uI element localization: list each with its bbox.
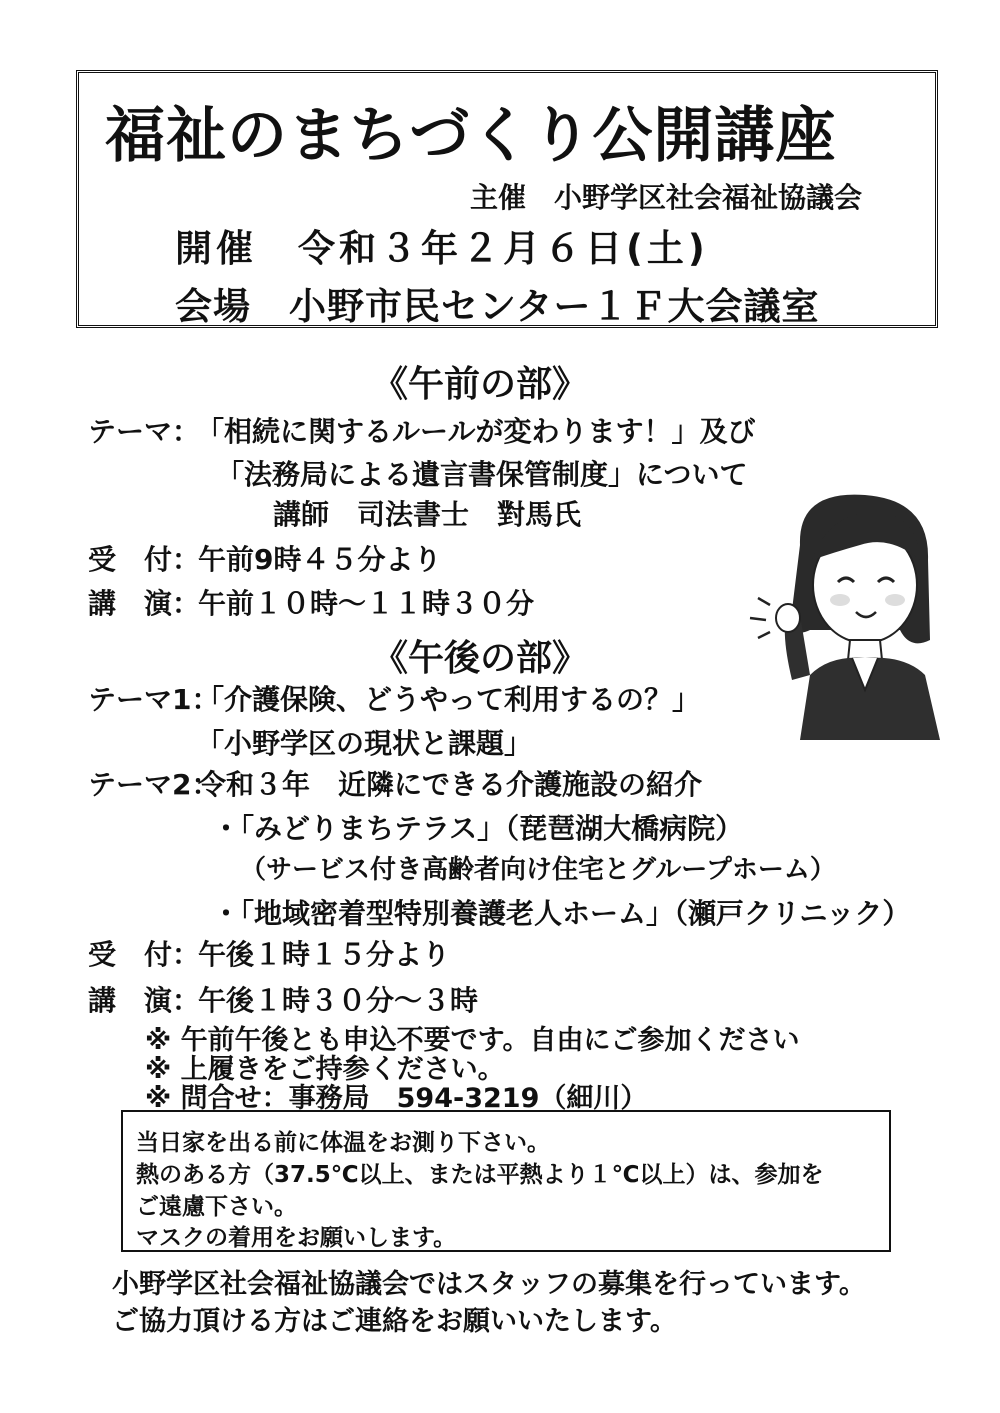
facility-1: ・「みどりまちテラス」（琵琶湖大橋病院） (212, 812, 744, 845)
afternoon-lecture: 午後１時３０分～３時 (198, 984, 479, 1017)
notice-line-1: 当日家を出る前に体温をお測り下さい。 (136, 1130, 550, 1156)
organizer: 主催 小野学区社会福祉協議会 (470, 181, 863, 214)
notice-line-4: マスクの着用をお願いします。 (136, 1225, 457, 1251)
event-venue: 会場 小野市民センター１Ｆ大会議室 (175, 285, 820, 328)
afternoon-reception: 午後１時１５分より (198, 938, 451, 971)
afternoon-theme2-label: テーマ2： (88, 768, 220, 801)
afternoon-theme2-line1: 令和３年 近隣にできる介護施設の紹介 (198, 768, 703, 801)
note-3: ※ 問合せ：事務局 594-3219（細川） (145, 1083, 648, 1114)
afternoon-lecture-label: 講 演： (88, 984, 201, 1017)
note-1: ※ 午前午後とも申込不要です。自由にご参加ください (145, 1025, 800, 1056)
afternoon-heading: 《午後の部》 (372, 638, 589, 679)
footer-line-1: 小野学区社会福祉協議会ではスタッフの募集を行っています。 (112, 1269, 866, 1300)
event-date: 開催 令和３年２月６日(土) (175, 227, 709, 270)
afternoon-theme1-line2: 「小野学区の現状と課題」 (196, 727, 533, 760)
morning-theme-line1: 「相続に関するルールが変わります！」及び (196, 415, 756, 448)
afternoon-theme1-label: テーマ1： (88, 683, 220, 716)
morning-heading: 《午前の部》 (372, 364, 589, 405)
morning-reception: 午前9時４５分より (198, 543, 442, 576)
notice-line-2: 熱のある方（37.5℃以上、または平熱より１℃以上）は、参加を (136, 1162, 824, 1188)
morning-lecture: 午前１０時～１１時３０分 (198, 587, 535, 620)
morning-theme-line2: 「法務局による遺言書保管制度」について (216, 458, 748, 491)
notice-line-3: ご遠慮下さい。 (136, 1194, 297, 1220)
facility-1-sub: （サービス付き高齢者向け住宅とグループホーム） (240, 855, 836, 885)
morning-lecture-label: 講 演： (88, 587, 201, 620)
morning-lecturer: 講師 司法書士 對馬氏 (273, 498, 582, 531)
morning-theme-label: テーマ： (88, 415, 201, 448)
footer-line-2: ご協力頂ける方はご連絡をお願いいたします。 (112, 1306, 677, 1337)
woman-illustration (740, 490, 950, 740)
facility-2: ・「地域密着型特別養護老人ホーム」（瀬戸クリニック） (212, 897, 911, 930)
afternoon-reception-label: 受 付： (88, 938, 201, 971)
page-title: 福祉のまちづくり公開講座 (105, 101, 837, 171)
afternoon-theme1-line1: 「介護保険、どうやって利用するの？」 (196, 683, 701, 716)
morning-reception-label: 受 付： (88, 543, 201, 576)
note-2: ※ 上履きをご持参ください。 (145, 1054, 505, 1085)
